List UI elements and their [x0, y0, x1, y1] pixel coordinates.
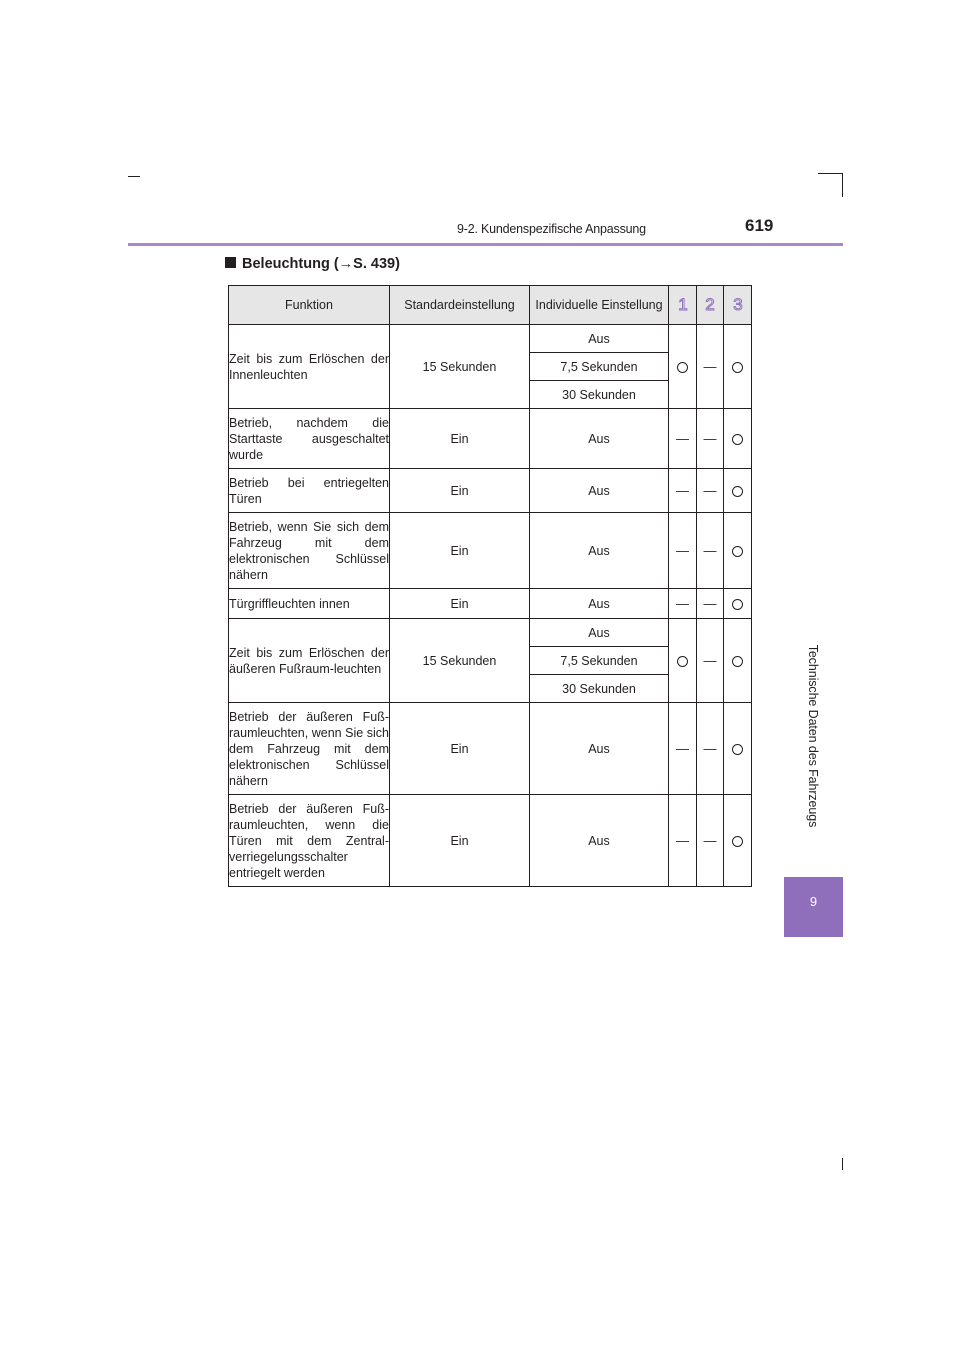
table-row — [229, 589, 752, 619]
table-header-row — [229, 286, 752, 325]
mark-cell-1 — [669, 589, 697, 619]
chapter-number: 9 — [809, 894, 818, 909]
crop-mark — [842, 1158, 843, 1170]
table-row — [229, 513, 752, 589]
circle-icon — [732, 656, 743, 667]
circle-icon — [732, 744, 743, 755]
chapter-title: Technische Daten des Fahrzeugs — [806, 644, 820, 828]
dash-mark: — — [703, 832, 717, 848]
circle-icon — [677, 362, 688, 373]
dash-mark: — — [703, 430, 717, 446]
default-setting-cell: 15 Sekunden — [390, 619, 530, 703]
dash-mark: — — [676, 482, 689, 498]
mark-cell-1 — [669, 619, 697, 703]
dash-mark: — — [676, 430, 689, 446]
dash-mark: — — [703, 482, 717, 498]
arrow-icon: → — [338, 256, 354, 272]
table-row — [229, 795, 752, 887]
default-setting-cell: Ein — [390, 795, 530, 887]
mark-cell-2 — [697, 469, 724, 513]
section-title: Beleuchtung ( — [242, 256, 339, 272]
dash-mark: — — [703, 652, 717, 668]
header-number-1 — [669, 286, 697, 325]
mark-cell-2 — [697, 619, 724, 703]
custom-setting-cell: Aus — [530, 513, 669, 589]
dash-mark: — — [703, 542, 717, 558]
square-bullet-icon — [225, 257, 236, 268]
custom-setting-cell: 7,5 Sekunden — [530, 353, 669, 381]
number-1-label: 1 — [677, 295, 688, 314]
circle-icon — [732, 362, 743, 373]
function-cell: Betrieb, wenn Sie sich dem Fahrzeug mit dem elektronischen Schlüssel nähern — [229, 513, 390, 589]
crop-mark — [818, 173, 842, 174]
circle-icon — [732, 486, 743, 497]
mark-cell-3 — [724, 589, 752, 619]
section-heading — [225, 256, 400, 272]
crop-mark — [128, 176, 140, 177]
table-row — [229, 409, 752, 469]
circle-icon — [732, 546, 743, 557]
custom-setting-cell: Aus — [530, 619, 669, 647]
number-1-icon — [673, 295, 693, 315]
default-setting-cell: Ein — [390, 469, 530, 513]
dash-mark: — — [676, 740, 689, 756]
table-row — [229, 619, 752, 647]
mark-cell-1 — [669, 513, 697, 589]
header-number-3 — [724, 286, 752, 325]
number-3-label: 3 — [732, 295, 743, 314]
function-cell: Betrieb der äußeren Fuß-raumleuchten, wenn Sie sich dem Fahrzeug mit dem elektronischen Schlüssel nähern — [229, 703, 390, 795]
mark-cell-3 — [724, 469, 752, 513]
custom-setting-cell: 30 Sekunden — [530, 381, 669, 409]
settings-table — [228, 285, 752, 887]
function-cell: Türgriffleuchten innen — [229, 589, 390, 619]
function-cell: Zeit bis zum Erlöschen der äußeren Fußraum-leuchten — [229, 619, 390, 703]
mark-cell-2 — [697, 513, 724, 589]
mark-cell-1 — [669, 409, 697, 469]
custom-setting-cell: Aus — [530, 589, 669, 619]
custom-setting-cell: Aus — [530, 703, 669, 795]
number-3-icon — [728, 295, 748, 315]
mark-cell-2 — [697, 409, 724, 469]
mark-cell-3 — [724, 619, 752, 703]
mark-cell-3 — [724, 409, 752, 469]
header-default-setting: Standardeinstellung — [390, 286, 530, 325]
chapter-tab — [784, 877, 843, 937]
default-setting-cell: 15 Sekunden — [390, 325, 530, 409]
crop-mark — [842, 173, 843, 197]
circle-icon — [677, 656, 688, 667]
page-number: 619 — [745, 216, 774, 235]
custom-setting-cell: Aus — [530, 795, 669, 887]
default-setting-cell: Ein — [390, 513, 530, 589]
custom-setting-cell: Aus — [530, 325, 669, 353]
table-row — [229, 703, 752, 795]
number-2-label: 2 — [705, 295, 715, 314]
number-2-icon — [700, 295, 720, 315]
mark-cell-1 — [669, 325, 697, 409]
header-function: Funktion — [229, 286, 390, 325]
header-number-2 — [697, 286, 724, 325]
dash-mark: — — [676, 595, 689, 611]
mark-cell-2 — [697, 325, 724, 409]
function-cell: Zeit bis zum Erlöschen der Innenleuchten — [229, 325, 390, 409]
dash-mark: — — [703, 740, 717, 756]
dash-mark: — — [703, 358, 717, 374]
table-body — [229, 325, 752, 887]
custom-setting-cell: Aus — [530, 409, 669, 469]
mark-cell-2 — [697, 589, 724, 619]
mark-cell-1 — [669, 469, 697, 513]
function-cell: Betrieb der äußeren Fuß-raumleuchten, wenn die Türen mit dem Zentral-verriegelungsschalter entriegelt werden — [229, 795, 390, 887]
dash-mark: — — [676, 542, 689, 558]
mark-cell-3 — [724, 513, 752, 589]
mark-cell-1 — [669, 795, 697, 887]
mark-cell-2 — [697, 795, 724, 887]
function-cell: Betrieb, nachdem die Starttaste ausgeschaltet wurde — [229, 409, 390, 469]
custom-setting-cell: 7,5 Sekunden — [530, 647, 669, 675]
mark-cell-2 — [697, 703, 724, 795]
mark-cell-3 — [724, 325, 752, 409]
dash-mark: — — [703, 595, 717, 611]
default-setting-cell: Ein — [390, 589, 530, 619]
header-rule — [128, 243, 843, 246]
custom-setting-cell: Aus — [530, 469, 669, 513]
default-setting-cell: Ein — [390, 703, 530, 795]
custom-setting-cell: 30 Sekunden — [530, 675, 669, 703]
mark-cell-1 — [669, 703, 697, 795]
function-cell: Betrieb bei entriegelten Türen — [229, 469, 390, 513]
circle-icon — [732, 434, 743, 445]
running-header-section: 9-2. Kundenspezifische Anpassung — [457, 222, 646, 236]
header-custom-setting: Individuelle Einstellung — [530, 286, 669, 325]
section-page-ref: S. 439) — [353, 256, 400, 272]
circle-icon — [732, 836, 743, 847]
table-row — [229, 469, 752, 513]
circle-icon — [732, 599, 743, 610]
table-row — [229, 325, 752, 353]
dash-mark: — — [676, 832, 689, 848]
mark-cell-3 — [724, 703, 752, 795]
default-setting-cell: Ein — [390, 409, 530, 469]
mark-cell-3 — [724, 795, 752, 887]
